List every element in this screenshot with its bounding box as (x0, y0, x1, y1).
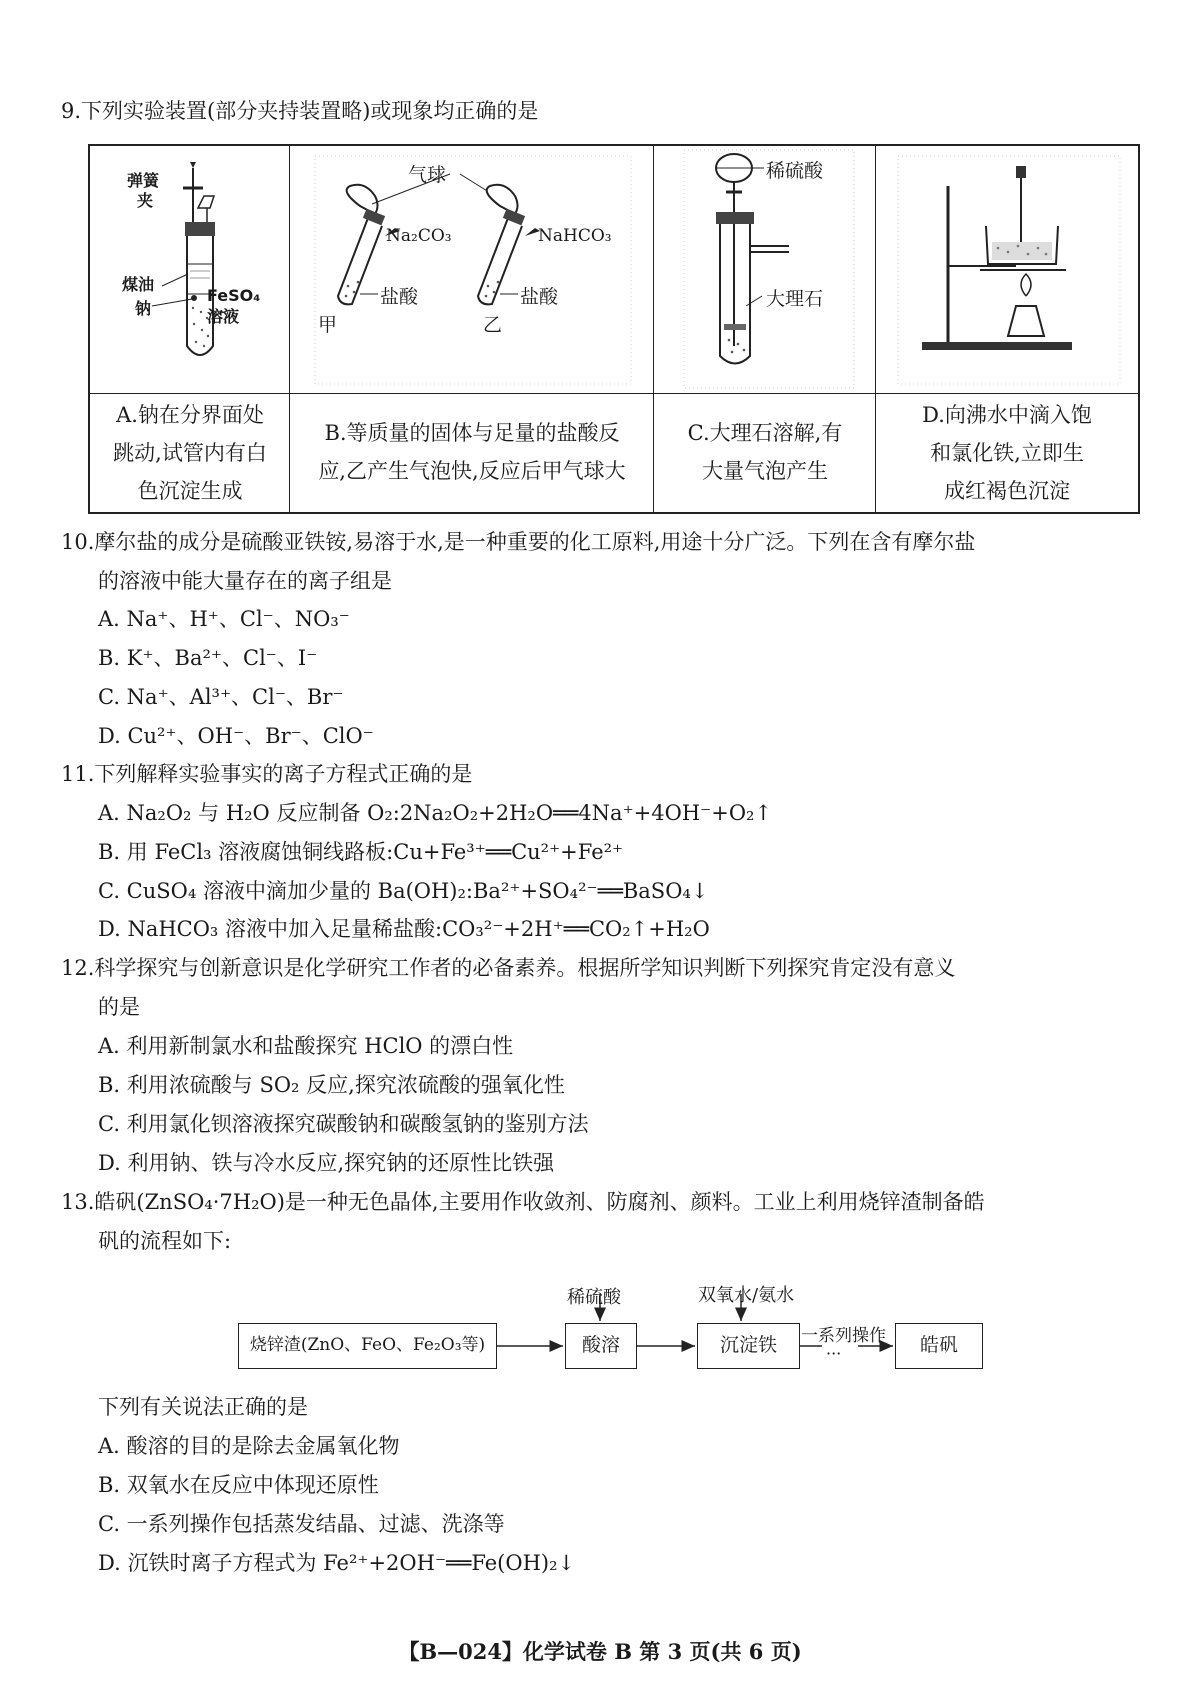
label-dilute-h2so4: 稀硫酸 (766, 160, 824, 182)
caption-a-line3: 色沉淀生成 (137, 479, 243, 503)
q13-option-b: B. 双氧水在反应中体现还原性 (98, 1473, 379, 1497)
flow-reagent-acid: 稀硫酸 (567, 1287, 621, 1308)
q11-option-a: A. Na₂O₂ 与 H₂O 反应制备 O₂:2Na₂O₂+2H₂O══4Na⁺+4OH⁻+O₂↑ (98, 801, 773, 825)
flow-step-operations: 一系列操作 (801, 1326, 886, 1346)
flow-box-precipitate-iron: 沉淀铁 (697, 1323, 800, 1369)
q10-option-c: C. Na⁺、Al³⁺、Cl⁻、Br⁻ (98, 685, 344, 709)
label-sodium: 钠 (135, 299, 152, 318)
apparatus-c-diagram (654, 146, 876, 393)
label-na2co3: Na₂CO₃ (386, 226, 452, 246)
q11-option-c: C. CuSO₄ 溶液中滴加少量的 Ba(OH)₂:Ba²⁺+SO₄²⁻══BaSO₄↓ (98, 879, 709, 903)
q13-stem-line1: 13.皓矾(ZnSO₄·7H₂O)是一种无色晶体,主要用作收敛剂、防腐剂、颜料。工业上利用烧锌渣制备皓 (61, 1190, 985, 1214)
label-kerosene: 煤油 (122, 275, 155, 294)
q13-stem-line2: 矾的流程如下: (98, 1229, 232, 1253)
q10-option-b: B. K⁺、Ba²⁺、Cl⁻、I⁻ (98, 646, 318, 670)
label-feso4: FeSO₄ (207, 286, 261, 305)
label-spring-clip: 弹簧 (127, 171, 160, 190)
q13-prompt: 下列有关说法正确的是 (98, 1395, 308, 1419)
table-row-divider (90, 393, 1138, 394)
label-nahco3: NaHCO₃ (538, 226, 612, 246)
q12-option-c: C. 利用氯化钡溶液探究碳酸钠和碳酸氢钠的鉴别方法 (98, 1112, 589, 1136)
caption-c (654, 414, 876, 490)
caption-b-line2: 应,乙产生气泡快,反应后甲气球大 (318, 459, 626, 483)
caption-d-line3: 成红褐色沉淀 (944, 479, 1070, 503)
q12-option-d: D. 利用钠、铁与冷水反应,探究钠的还原性比铁强 (98, 1151, 555, 1175)
q12-option-a: A. 利用新制氯水和盐酸探究 HClO 的漂白性 (98, 1034, 514, 1058)
label-hcl-2: 盐酸 (520, 286, 559, 308)
caption-c-line1: C.大理石溶解,有 (687, 421, 843, 445)
q11-option-d: D. NaHCO₃ 溶液中加入足量稀盐酸:CO₃²⁻+2H⁺══CO₂↑+H₂O (98, 917, 710, 941)
apparatus-d-diagram (876, 146, 1138, 393)
caption-d (876, 396, 1138, 510)
caption-d-line1: D.向沸水中滴入饱 (922, 403, 1092, 427)
caption-b-line1: B.等质量的固体与足量的盐酸反 (324, 421, 620, 445)
label-balloon: 气球 (408, 164, 447, 186)
q12-stem-line1: 12.科学探究与创新意识是化学研究工作者的必备素养。根据所学知识判断下列探究肯定没有意义 (61, 956, 956, 980)
label-solution: 溶液 (207, 307, 240, 326)
q10-option-d: D. Cu²⁺、OH⁻、Br⁻、ClO⁻ (98, 724, 374, 748)
q10-stem-line2: 的溶液中能大量存在的离子组是 (98, 569, 392, 593)
q9-stem: 9.下列实验装置(部分夹持装置略)或现象均正确的是 (61, 99, 539, 123)
page-footer: 【B—024】化学试卷 B 第 3 页(共 6 页) (398, 1639, 802, 1664)
flow-box-acid-dissolve: 酸溶 (565, 1323, 637, 1369)
q11-option-b: B. 用 FeCl₃ 溶液腐蚀铜线路板:Cu+Fe³⁺══Cu²⁺+Fe²⁺ (98, 840, 624, 864)
apparatus-b-diagram (290, 146, 654, 393)
q13-option-c: C. 一系列操作包括蒸发结晶、过滤、洗涤等 (98, 1512, 505, 1536)
flow-ellipsis: ··· (826, 1344, 842, 1363)
flow-reagent-h2o2-ammonia: 双氧水/氨水 (698, 1285, 795, 1306)
q10-option-a: A. Na⁺、H⁺、Cl⁻、NO₃⁻ (98, 607, 350, 631)
q9-figure-table (88, 144, 1140, 514)
label-marble: 大理石 (766, 288, 824, 310)
label-jia: 甲 (318, 314, 338, 336)
q12-stem-line2: 的是 (98, 995, 140, 1019)
q10-stem-line1: 10.摩尔盐的成分是硫酸亚铁铵,易溶于水,是一种重要的化工原料,用途十分广泛。下列在含有摩尔盐 (61, 530, 976, 554)
label-yi: 乙 (483, 314, 503, 336)
caption-c-line2: 大量气泡产生 (702, 459, 828, 483)
caption-b (290, 414, 654, 490)
flow-box-product: 皓矾 (895, 1323, 983, 1369)
label-hcl-1: 盐酸 (380, 286, 419, 308)
caption-a-line2: 跳动,试管内有白 (113, 441, 267, 465)
q13-option-a: A. 酸溶的目的是除去金属氧化物 (98, 1434, 400, 1458)
q12-option-b: B. 利用浓硫酸与 SO₂ 反应,探究浓硫酸的强氧化性 (98, 1073, 565, 1097)
caption-a-line1: A.钠在分界面处 (116, 403, 264, 427)
q13-option-d: D. 沉铁时离子方程式为 Fe²⁺+2OH⁻══Fe(OH)₂↓ (98, 1551, 576, 1575)
caption-d-line2: 和氯化铁,立即生 (930, 441, 1084, 465)
apparatus-a-diagram (90, 146, 290, 393)
flow-box-raw-material: 烧锌渣(ZnO、FeO、Fe₂O₃等) (238, 1323, 497, 1369)
caption-a (90, 396, 290, 510)
q11-stem: 11.下列解释实验事实的离子方程式正确的是 (61, 762, 473, 786)
label-spring-clip-2: 夹 (137, 191, 154, 210)
